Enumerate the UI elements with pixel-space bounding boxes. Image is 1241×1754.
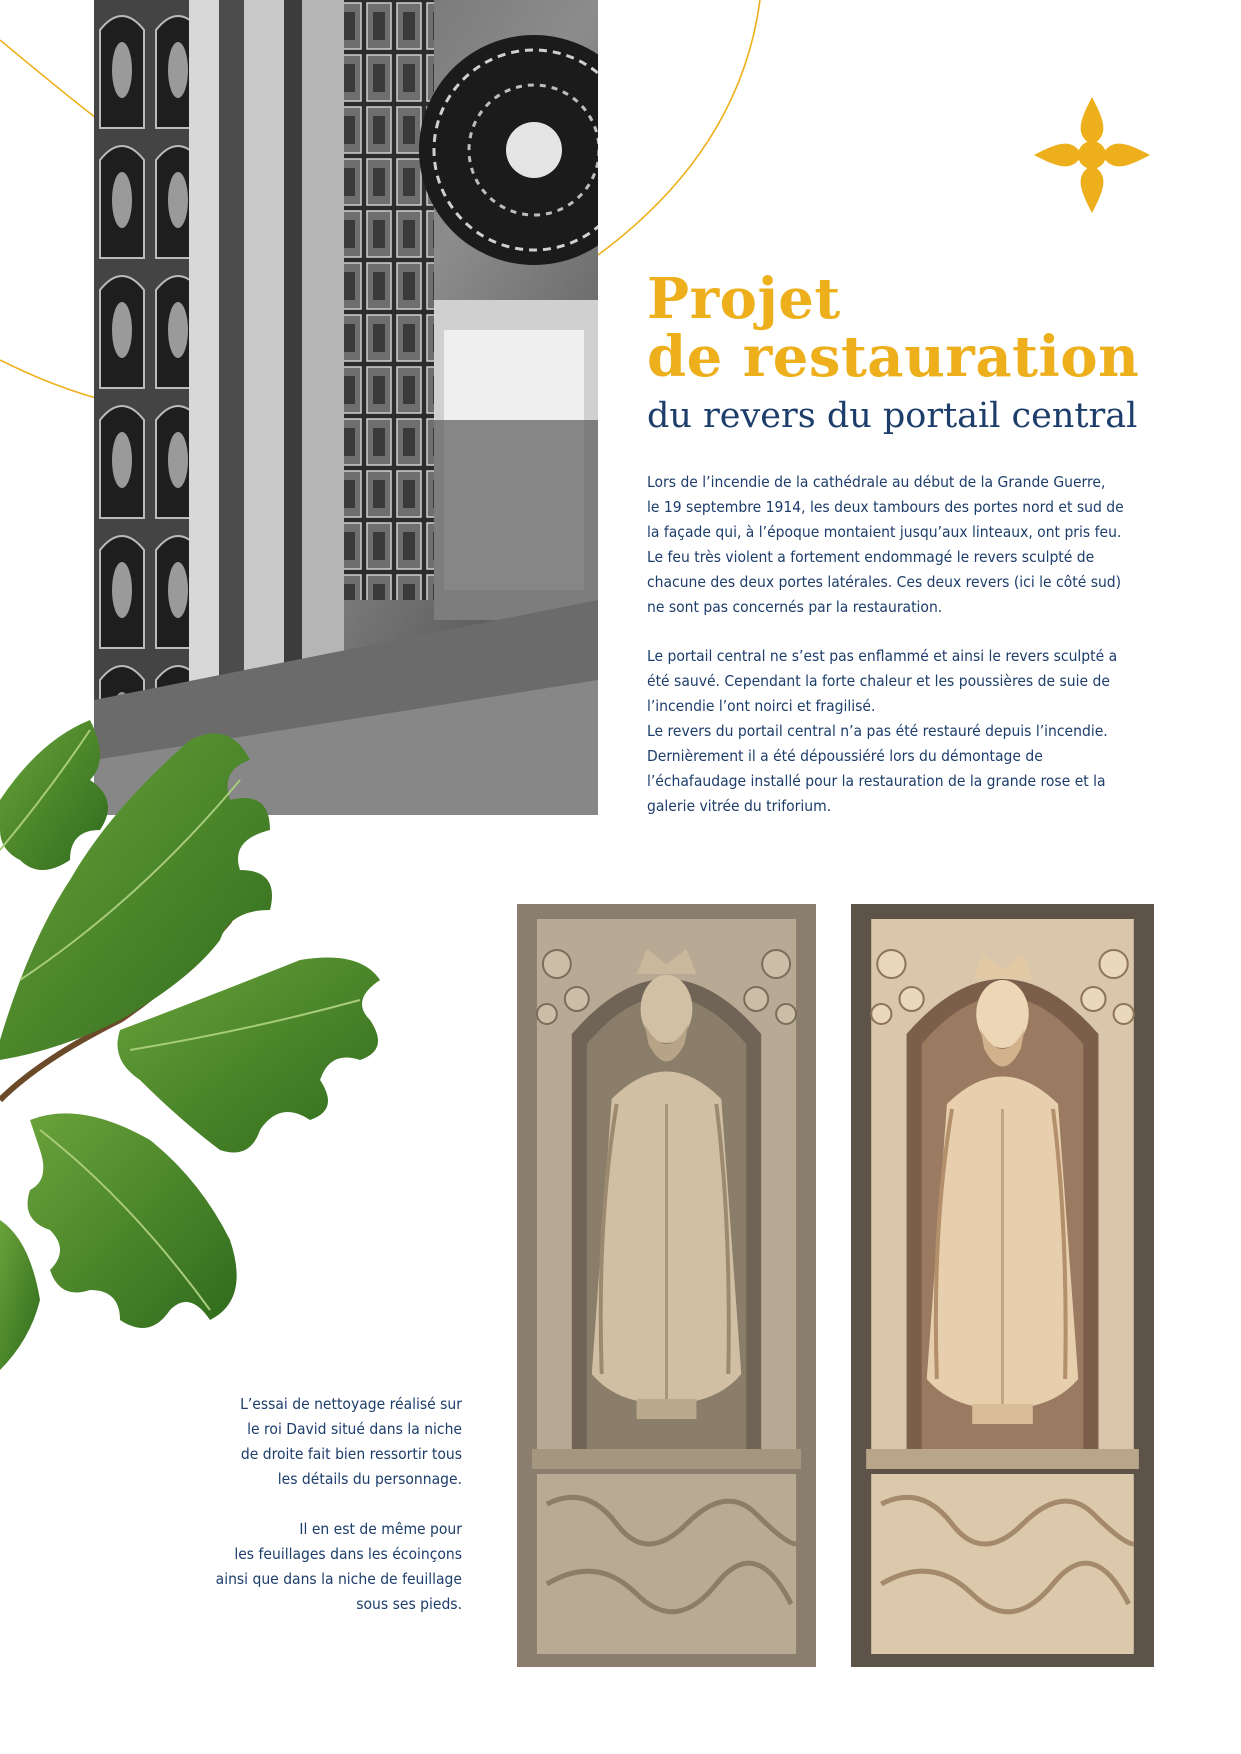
statue-after-cleaning-photo — [851, 904, 1154, 1667]
caption-paragraph-2 — [160, 1517, 462, 1617]
page-subtitle: du revers du portail central — [647, 396, 1138, 436]
page-title-line-2: de restauration — [647, 324, 1140, 390]
body-paragraph-1 — [647, 470, 1167, 620]
statue-before-cleaning-photo — [517, 904, 816, 1667]
text-line: l’incendie l’ont noirci et fragilisé. — [647, 697, 876, 715]
text-line: galerie vitrée du triforium. — [647, 797, 832, 815]
quatrefoil-icon — [1032, 95, 1152, 215]
caption-line: sous ses pieds. — [356, 1595, 462, 1613]
text-line: Lors de l’incendie de la cathédrale au début de la Grande Guerre, — [647, 473, 1106, 491]
caption-line: Il en est de même pour — [299, 1520, 462, 1538]
caption-line: le roi David situé dans la niche — [247, 1420, 462, 1438]
caption-line: les détails du personnage. — [277, 1470, 462, 1488]
caption-line: de droite fait bien ressortir tous — [240, 1445, 462, 1463]
text-line: chacune des deux portes latérales. Ces deux revers (ici le côté sud) — [647, 573, 1122, 591]
image-caption — [160, 1392, 462, 1642]
text-line: Le revers du portail central n’a pas été restauré depuis l’incendie. — [647, 722, 1108, 740]
text-line: le 19 septembre 1914, les deux tambours des portes nord et sud de — [647, 498, 1124, 516]
caption-paragraph-1 — [160, 1392, 462, 1492]
body-paragraph-2 — [647, 644, 1167, 819]
caption-line: ainsi que dans la niche de feuillage — [215, 1570, 462, 1588]
title-block — [647, 266, 1227, 438]
text-line: l’échafaudage installé pour la restauration de la grande rose et la — [647, 772, 1106, 790]
body-text — [647, 470, 1167, 843]
caption-line: les feuillages dans les écoinçons — [234, 1545, 462, 1563]
text-line: été sauvé. Cependant la forte chaleur et les poussières de suie de — [647, 672, 1110, 690]
text-line: Le portail central ne s’est pas enflammé et ainsi le revers sculpté a — [647, 647, 1118, 665]
caption-line: L’essai de nettoyage réalisé sur — [240, 1395, 462, 1413]
page-title-line-1: Projet — [647, 266, 841, 332]
text-line: Le feu très violent a fortement endommagé le revers sculpté de — [647, 548, 1095, 566]
text-line: ne sont pas concernés par la restauration. — [647, 598, 943, 616]
oak-leaves-decoration — [0, 680, 400, 1380]
text-line: Dernièrement il a été dépoussiéré lors du démontage de — [647, 747, 1043, 765]
text-line: la façade qui, à l’époque montaient jusqu’aux linteaux, ont pris feu. — [647, 523, 1122, 541]
